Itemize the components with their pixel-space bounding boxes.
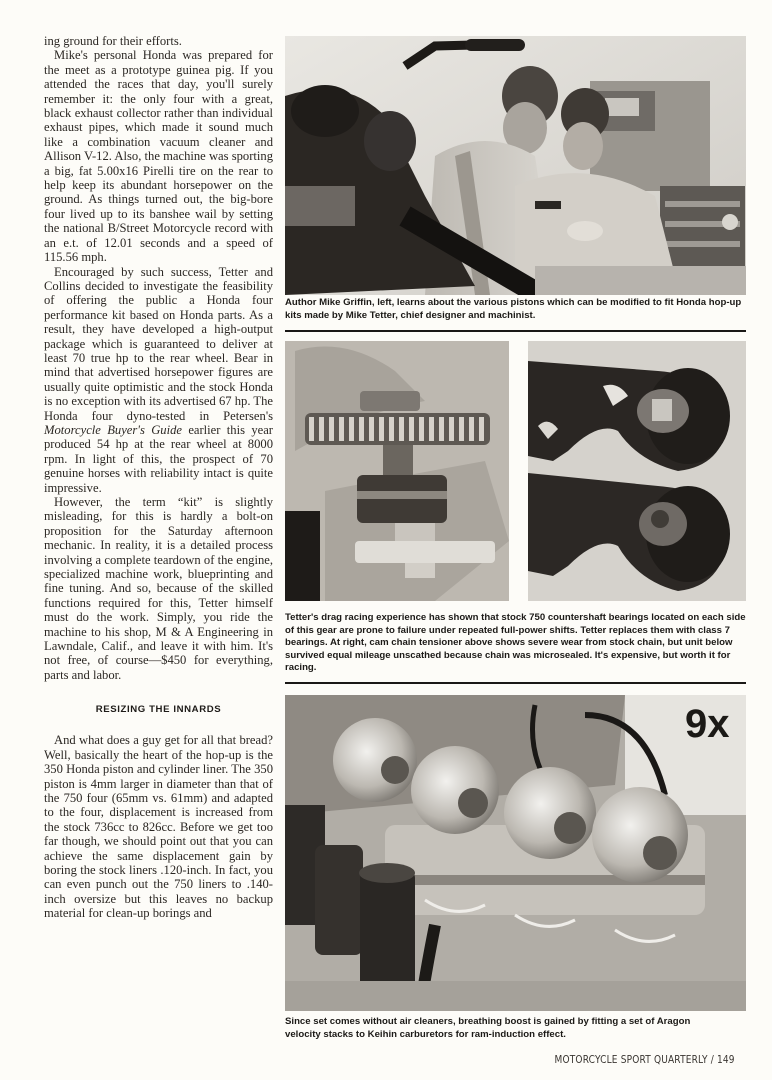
cam-chain-tensioner-image bbox=[528, 341, 746, 601]
workshop-photo-caption: Author Mike Griffin, left, learns about the various pistons which can be modified to fit Honda hop-up kits made by Mike Tetter, chief designer and machinist. bbox=[285, 297, 742, 321]
cam-chain-tensioner-photo bbox=[528, 341, 746, 601]
article-paragraph: And what does a guy get for all that bread? Well, basically the heart of the hop-up is the 350 Honda piston and cylinder liner. The 350 piston is 4mm larger in diameter than that of the 750 four (65mm vs. 61mm) and adapted to the four, displacement is increased from the stock 736cc to 826cc. Before we get too far though, we should point out that you can achieve the same displacement gain by boring the stock liners .120-inch. In fact, you can even punch out the 750 liners to .140-inch oversize but this leaves no backup material for clean-up borings and bbox=[44, 733, 273, 921]
carburetor-image bbox=[285, 695, 746, 1011]
section-subheading: RESIZING THE INNARDS bbox=[95, 704, 222, 716]
publication-title: Motorcycle Buyer's Guide bbox=[44, 422, 182, 437]
caption-divider bbox=[285, 682, 746, 684]
article-text: Encouraged by such success, Tetter and Collins decided to investigate the feasibility of offering the public a Honda four performance kit based on Honda parts. As a result, they have developed a high-output package which is guaranteed to deliver at least 70 true hp to the rear wheel. Bear in mind that advertised horsepower figures are usually quite optimistic and the stock Honda is no exception with its advertised 67 hp. The Honda four dyno-tested in Petersen's bbox=[44, 264, 273, 423]
workshop-photo bbox=[285, 36, 746, 295]
article-paragraph: ing ground for their efforts. bbox=[44, 34, 182, 48]
article-paragraph: However, the term “kit” is slightly misleading, for this is hardly a bolt-on proposition for the Saturday afternoon mechanic. In reality, it is a detailed process involving a complete teardown of the engine, specialized machine work, blueprinting and fine tuning. And so, because of the skilled functions required for this, Tetter himself must do the work. Simply, you ride the machine to his shop, M & A Engineering in Lawndale, Calif., and leave it with him. It's not free, of course—$450 for everything, parts and labor. bbox=[44, 495, 273, 682]
bearings-photo-caption: Tetter's drag racing experience has shown that stock 750 countershaft bearings located on each side of this gear are prone to failure under repeated full-power shifts. Tetter replaces them with class 7 bearings. At right, cam chain tensioner above shows severe wear from stock chain, but unit below survived equal mileage unscathed because chain was microsealed. It's expensive, but worth it for racing. bbox=[285, 612, 746, 674]
article-text: earlier this year produced 54 hp at the rear wheel at 8000 rpm. In light of this, the prospect of 70 genuine horses with reliability intact is quite impressive. bbox=[44, 422, 273, 495]
workshop-photo-image bbox=[285, 36, 746, 295]
countershaft-gear-image bbox=[285, 341, 509, 601]
carburetor-photo-caption: Since set comes without air cleaners, breathing boost is gained by fitting a set of Aragon velocity stacks to Keihin carburetors for ram-induction effect. bbox=[285, 1016, 691, 1040]
background-sign-text: 9x bbox=[685, 702, 730, 746]
carburetor-velocity-stacks-photo bbox=[285, 695, 746, 1011]
caption-divider bbox=[285, 330, 746, 332]
article-paragraph: Mike's personal Honda was prepared for the meet as a prototype guinea pig. If you attended the races that day, you'll surely remember it: the only four with a great, black exhaust collector rather than individual exhaust pipes, which made it sound much like a combination vacuum cleaner and Allison V-12. Also, the machine was sporting a big, fat 5.00x16 Pirelli tire on the rear to help keep its abundant horsepower on the ground. As things turned out, the big-bore four lived up to its banshee wail by setting the national B/Street Motorcycle record with an e.t. of 12.01 seconds and a speed of 115.56 mph. bbox=[44, 48, 273, 265]
article-paragraph bbox=[44, 265, 273, 496]
article-body-column bbox=[44, 34, 273, 921]
page-folio: MOTORCYCLE SPORT QUARTERLY / 149 bbox=[554, 1053, 735, 1066]
countershaft-gear-photo bbox=[285, 341, 509, 601]
